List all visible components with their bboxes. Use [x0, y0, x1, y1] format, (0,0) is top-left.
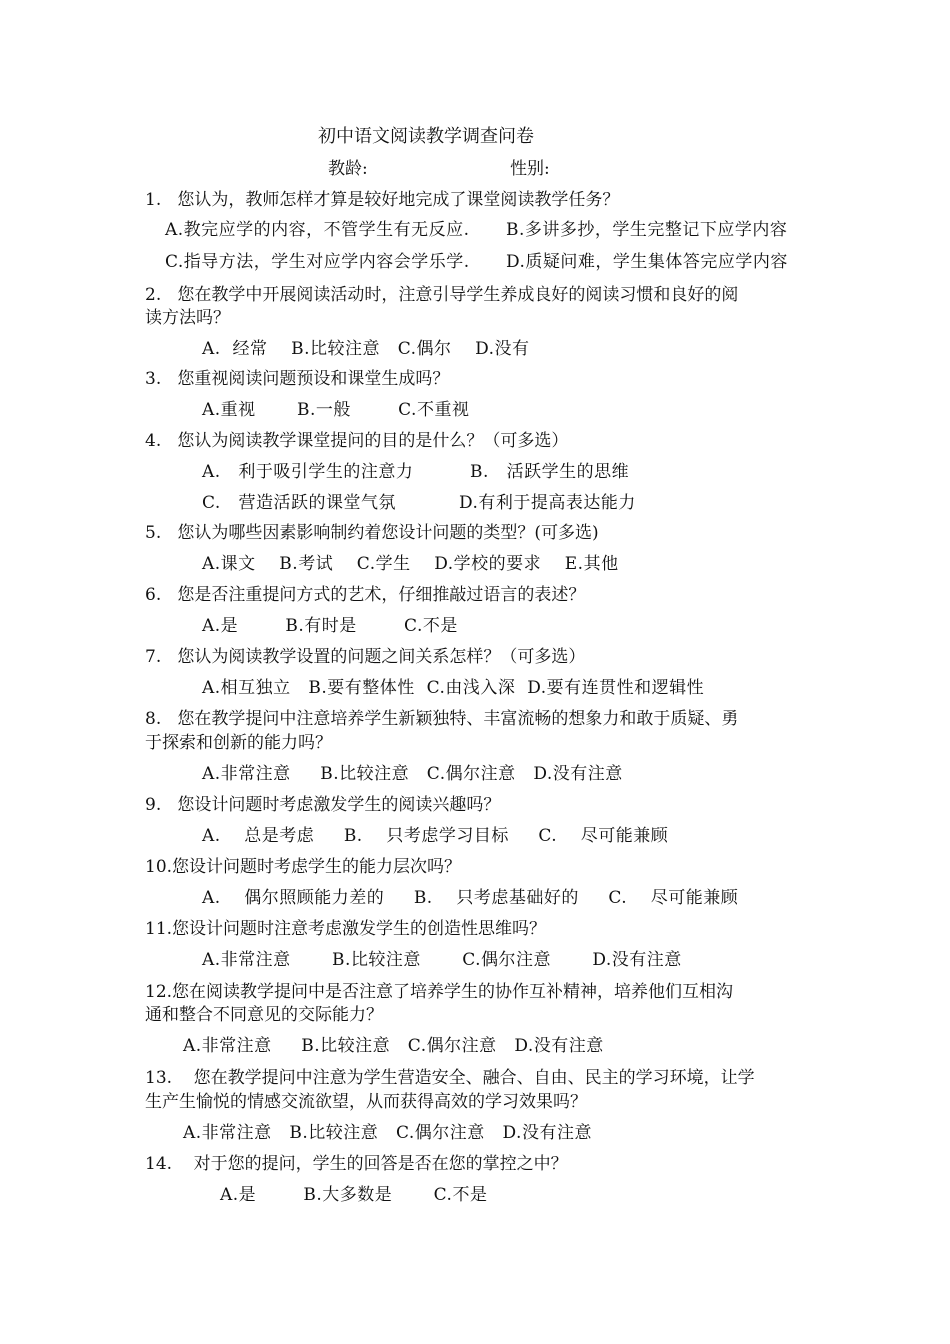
question-4: 4. 您认为阅读教学课堂提问的目的是什么？（可多选）	[145, 431, 569, 451]
question-2-line-1: 2. 您在教学中开展阅读活动时，注意引导学生养成良好的阅读习惯和良好的阅	[145, 285, 739, 305]
gender-label: 性别:	[510, 159, 550, 179]
question-12-line-1: 12.您在阅读教学提问中是否注意了培养学生的协作互补精神，培养他们互相沟	[145, 982, 734, 1002]
question-10: 10.您设计问题时考虑学生的能力层次吗？	[145, 857, 462, 877]
page-title: 初中语文阅读教学调查问卷	[318, 126, 534, 147]
question-9: 9. 您设计问题时考虑激发学生的阅读兴趣吗？	[145, 795, 501, 815]
question-12-line-2: 通和整合不同意见的交际能力？	[145, 1005, 383, 1025]
q11-options: A.非常注意 B.比较注意 C.偶尔注意 D.没有注意	[202, 950, 682, 970]
question-2-line-2: 读方法吗？	[145, 308, 230, 328]
q1-option-a: A.教完应学的内容，不管学生有无反应.	[165, 220, 470, 240]
question-8-line-1: 8. 您在教学提问中注意培养学生新颖独特、丰富流畅的想象力和敢于质疑、勇	[145, 709, 739, 729]
q4-option-b: B. 活跃学生的思维	[470, 462, 630, 482]
question-11: 11.您设计问题时注意考虑激发学生的创造性思维吗？	[145, 919, 547, 939]
q12-options: A.非常注意 B.比较注意 C.偶尔注意 D.没有注意	[183, 1036, 604, 1056]
q10-options: A. 偶尔照顾能力差的 B. 只考虑基础好的 C. 尽可能兼顾	[202, 888, 739, 908]
q2-options: A. 经常 B.比较注意 C.偶尔 D.没有	[202, 339, 530, 359]
question-6: 6. 您是否注重提问方式的艺术，仔细推敲过语言的表述？	[145, 585, 586, 605]
q13-options: A.非常注意 B.比较注意 C.偶尔注意 D.没有注意	[183, 1123, 592, 1143]
q9-options: A. 总是考虑 B. 只考虑学习目标 C. 尽可能兼顾	[202, 826, 669, 846]
q7-options: A.相互独立 B.要有整体性 C.由浅入深 D.要有连贯性和逻辑性	[202, 678, 705, 698]
question-1: 1. 您认为，教师怎样才算是较好地完成了课堂阅读教学任务？	[145, 190, 620, 210]
q5-options: A.课文 B.考试 C.学生 D.学校的要求 E.其他	[202, 554, 619, 574]
question-7: 7. 您认为阅读教学设置的问题之间关系怎样？（可多选）	[145, 647, 586, 667]
q8-options: A.非常注意 B.比较注意 C.偶尔注意 D.没有注意	[202, 764, 623, 784]
question-13-line-2: 生产生愉悦的情感交流欲望，从而获得高效的学习效果吗？	[145, 1092, 587, 1112]
question-5: 5. 您认为哪些因素影响制约着您设计问题的类型？(可多选)	[145, 523, 599, 543]
q1-option-b: B.多讲多抄，学生完整记下应学内容	[506, 220, 788, 240]
q1-option-c: C.指导方法，学生对应学内容会学乐学.	[165, 252, 470, 272]
q6-options: A.是 B.有时是 C.不是	[202, 616, 458, 636]
q3-options: A.重视 B.一般 C.不重视	[202, 400, 470, 420]
q1-option-d: D.质疑问难，学生集体答完应学内容	[506, 252, 788, 272]
q4-option-a: A. 利于吸引学生的注意力	[202, 462, 414, 482]
question-8-line-2: 于探索和创新的能力吗？	[145, 733, 332, 753]
question-3: 3. 您重视阅读问题预设和课堂生成吗？	[145, 369, 450, 389]
q14-options: A.是 B.大多数是 C.不是	[220, 1185, 488, 1205]
q4-option-d: D.有利于提高表达能力	[459, 493, 636, 513]
question-14: 14. 对于您的提问，学生的回答是否在您的掌控之中？	[145, 1154, 568, 1174]
teaching-age-label: 教龄:	[328, 159, 368, 179]
question-13-line-1: 13. 您在教学提问中注意为学生营造安全、融合、自由、民主的学习环境，让学	[145, 1068, 755, 1088]
q4-option-c: C. 营造活跃的课堂气氛	[202, 493, 397, 513]
